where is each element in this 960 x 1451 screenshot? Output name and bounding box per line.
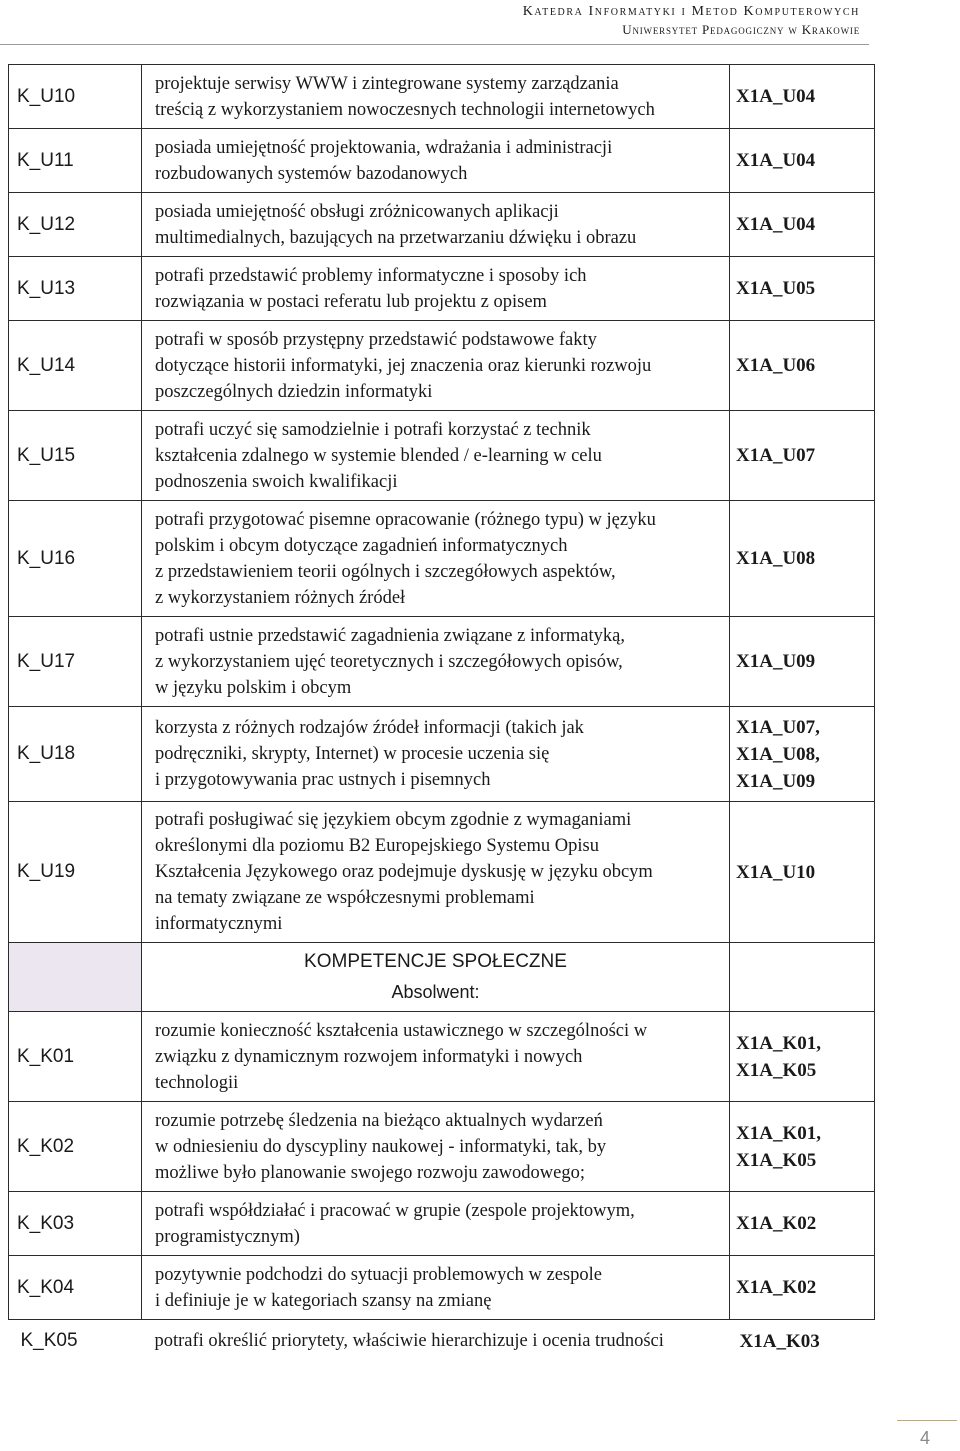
outcome-description: potrafi posługiwać się językiem obcym zgodnie z wymaganiami określonymi dla poziomu B2 Europejskiego Systemu Opisu Kształcenia Językowego oraz podejmuje dyskusję w języku obcym na tematy związane ze współczesnymi problemami informatycznymi <box>142 802 730 943</box>
outcome-code: K_U17 <box>9 617 142 707</box>
outcome-reference: X1A_U04 <box>730 65 875 129</box>
outcome-code: K_K04 <box>9 1256 142 1320</box>
table-row <box>9 193 875 257</box>
outcome-code: K_K03 <box>9 1192 142 1256</box>
outcome-description: potrafi przedstawić problemy informatyczne i sposoby ich rozwiązania w postaci referatu lub projektu z opisem <box>142 257 730 321</box>
outcome-code: K_U10 <box>9 65 142 129</box>
outcome-code: K_U11 <box>9 129 142 193</box>
outcome-reference: X1A_U05 <box>730 257 875 321</box>
outcome-reference: X1A_K01, X1A_K05 <box>730 1102 875 1192</box>
outcome-reference: X1A_K02 <box>730 1192 875 1256</box>
outcome-reference: X1A_U10 <box>730 802 875 943</box>
outcome-description: posiada umiejętność projektowania, wdrażania i administracji rozbudowanych systemów bazodanowych <box>142 129 730 193</box>
outcome-code: K_U18 <box>9 707 142 802</box>
outcome-code: K_U19 <box>9 802 142 943</box>
table-row <box>9 1320 875 1363</box>
outcome-description: projektuje serwisy WWW i zintegrowane systemy zarządzania treścią z wykorzystaniem nowoczesnych technologii internetowych <box>142 65 730 129</box>
outcome-code: K_K02 <box>9 1102 142 1192</box>
section-header-ref-cell <box>730 943 875 1012</box>
table-row <box>9 257 875 321</box>
outcome-code: K_U14 <box>9 321 142 411</box>
page-header <box>523 3 860 39</box>
outcome-code: K_U15 <box>9 411 142 501</box>
table-row <box>9 1192 875 1256</box>
table-row <box>9 501 875 617</box>
outcome-code: K_U12 <box>9 193 142 257</box>
section-header-cell <box>9 943 142 1012</box>
outcome-reference: X1A_K03 <box>730 1320 875 1363</box>
department-name: Katedra Informatyki i Metod Komputerowych <box>522 4 860 19</box>
outcome-description: rozumie potrzebę śledzenia na bieżąco aktualnych wydarzeń w odniesieniu do dyscypliny naukowej - informatyki, tak, by możliwe było planowanie swojego rozwoju zawodowego; <box>142 1102 730 1192</box>
table-row <box>9 1256 875 1320</box>
outcome-reference: X1A_U07 <box>730 411 875 501</box>
learning-outcomes-table <box>8 64 875 1362</box>
page-number: 4 <box>920 1428 931 1448</box>
table-row <box>9 1012 875 1102</box>
outcome-reference: X1A_U06 <box>730 321 875 411</box>
outcome-code: K_K01 <box>9 1012 142 1102</box>
table-row <box>9 707 875 802</box>
header-divider <box>0 44 869 45</box>
outcome-reference: X1A_U07, X1A_U08, X1A_U09 <box>730 707 875 802</box>
outcome-description: potrafi ustnie przedstawić zagadnienia związane z informatyką, z wykorzystaniem ujęć teoretycznych i szczegółowych opisów, w języku polskim i obcym <box>142 617 730 707</box>
footer-divider <box>897 1420 957 1421</box>
table-row <box>9 65 875 129</box>
outcome-description: posiada umiejętność obsługi zróżnicowanych aplikacji multimedialnych, bazujących na przetwarzaniu dźwięku i obrazu <box>142 193 730 257</box>
section-title: KOMPETENCJE SPOŁECZNE <box>304 951 567 972</box>
outcome-reference: X1A_K01, X1A_K05 <box>730 1012 875 1102</box>
outcome-description: potrafi współdziałać i pracować w grupie (zespole projektowym, programistycznym) <box>142 1192 730 1256</box>
section-subtitle: Absolwent: <box>391 982 480 1002</box>
outcome-description: pozytywnie podchodzi do sytuacji problemowych w zespole i definiuje je w kategoriach szansy na zmianę <box>142 1256 730 1320</box>
table-row <box>9 411 875 501</box>
outcome-reference: X1A_U04 <box>730 129 875 193</box>
outcome-code: K_U16 <box>9 501 142 617</box>
table-row <box>9 617 875 707</box>
outcome-code: K_U13 <box>9 257 142 321</box>
table-row <box>9 129 875 193</box>
outcome-description: korzysta z różnych rodzajów źródeł informacji (takich jak podręczniki, skrypty, Internet) w procesie uczenia się i przygotowywania prac ustnych i pisemnych <box>142 707 730 802</box>
outcome-code: K_K05 <box>9 1320 142 1363</box>
section-header-row <box>9 943 875 1012</box>
outcome-description: potrafi w sposób przystępny przedstawić podstawowe fakty dotyczące historii informatyki, jej znaczenia oraz kierunki rozwoju poszczególnych dziedzin informatyki <box>142 321 730 411</box>
outcome-description: potrafi przygotować pisemne opracowanie (różnego typu) w języku polskim i obcym dotyczące zagadnień informatycznych z przedstawieniem teorii ogólnych i szczegółowych aspektów, z wykorzystaniem różnych źródeł <box>142 501 730 617</box>
table-row <box>9 1102 875 1192</box>
section-title-cell <box>142 943 730 1012</box>
table-row <box>9 321 875 411</box>
outcome-description: rozumie konieczność kształcenia ustawicznego w szczególności w związku z dynamicznym rozwojem informatyki i nowych technologii <box>142 1012 730 1102</box>
university-name: Uniwersytet Pedagogiczny w Krakowie <box>622 22 860 37</box>
outcome-description: potrafi określić priorytety, właściwie hierarchizuje i ocenia trudności <box>142 1320 730 1363</box>
outcome-reference: X1A_K02 <box>730 1256 875 1320</box>
outcome-reference: X1A_U04 <box>730 193 875 257</box>
outcome-reference: X1A_U09 <box>730 617 875 707</box>
outcome-description: potrafi uczyć się samodzielnie i potrafi korzystać z technik kształcenia zdalnego w systemie blended / e-learning w celu podnoszenia swoich kwalifikacji <box>142 411 730 501</box>
table-row <box>9 802 875 943</box>
outcome-reference: X1A_U08 <box>730 501 875 617</box>
